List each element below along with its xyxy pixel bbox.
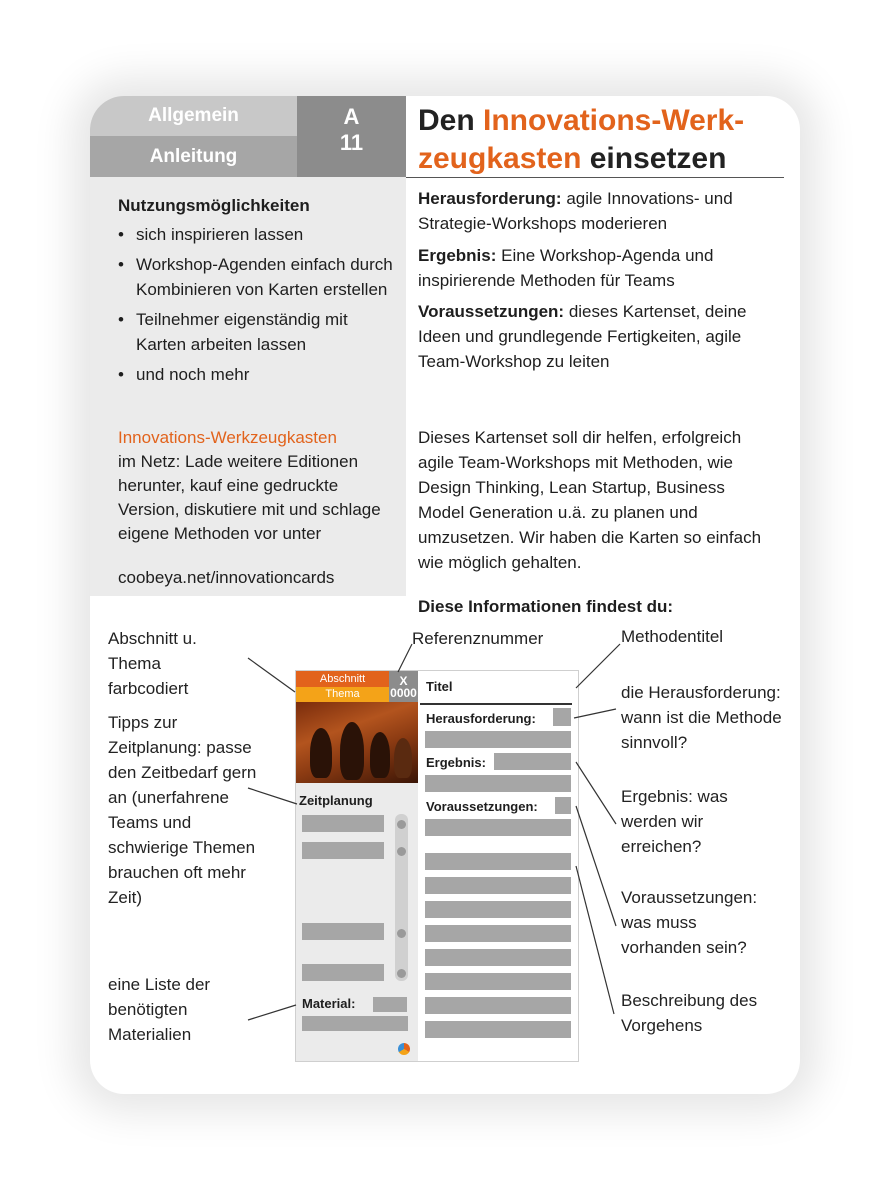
mini-placeholder-bar <box>425 853 571 870</box>
mini-timing-label: Zeitplanung <box>299 793 373 808</box>
description-paragraph: Dieses Kartenset soll dir helfen, erfolgreich agile Team-Workshops mit Methoden, wie Design Thinking, Lean Startup, Business Model Generation u.ä. zu planen und umzusetzen. Wir haben die Karten so einfach wie möglich gehalten. <box>418 428 762 572</box>
mini-placeholder-bar <box>425 819 571 836</box>
annotation-time-tips: Tipps zur Zeitplanung: passe den Zeitbedarf gern an (unerfahrene Teams und schwierige Themen brauchen oft mehr Zeit) <box>108 713 257 907</box>
mini-challenge-label: Herausforderung: <box>426 711 536 726</box>
info-heading: Diese Informationen findest du: <box>418 597 674 616</box>
mini-placeholder-bar <box>494 753 571 770</box>
mini-placeholder-bar <box>425 949 571 966</box>
mini-placeholder-bar <box>302 923 384 940</box>
mini-placeholder-bar <box>425 973 571 990</box>
mini-placeholder-bar <box>425 1021 571 1038</box>
mini-logo-icon <box>398 1043 410 1055</box>
title-accent: zeugkasten <box>418 142 582 175</box>
mini-workshop-photo <box>296 702 418 783</box>
uses-heading: Nutzungsmöglichkeiten <box>118 196 310 215</box>
title-accent: Innovations-Werk- <box>483 104 745 137</box>
annotation-challenge: die Herausforderung: wann ist die Methode sinnvoll? <box>621 683 782 752</box>
mini-prerequisites-label: Voraussetzungen: <box>426 799 538 814</box>
mini-material-label: Material: <box>302 996 356 1011</box>
online-info-text: im Netz: Lade weitere Editionen herunter, kauf eine gedruckte Version, diskutiere mit und schlage eigene Methoden vor unter <box>118 452 381 543</box>
mini-title: Titel <box>426 679 453 694</box>
mini-placeholder-bar <box>425 925 571 942</box>
annotation-materials: eine Liste der benötigten Materialien <box>108 975 211 1044</box>
annotation-section-color: Abschnitt u. Thema farbcodiert <box>108 629 197 698</box>
reference-letter: A <box>343 104 360 129</box>
mini-placeholder-bar <box>425 877 571 894</box>
uses-list <box>118 222 398 392</box>
list-item: • sich inspirieren lassen <box>118 222 398 247</box>
mini-section-tag: Abschnitt <box>296 671 389 687</box>
subcategory-tab: Anleitung <box>90 136 297 177</box>
mini-title-divider <box>420 703 572 705</box>
annotation-reference: Referenznummer <box>412 629 544 648</box>
mini-reference-number: X 0000 <box>389 671 418 702</box>
reference-number <box>297 96 406 177</box>
annotation-result: Ergebnis: was werden wir erreichen? <box>621 787 728 856</box>
annotation-procedure: Beschreibung des Vorgehens <box>621 991 758 1035</box>
mini-placeholder-bar <box>373 997 407 1012</box>
category-tab: Allgemein <box>90 96 297 136</box>
mini-timeline-track <box>395 814 408 981</box>
mini-placeholder-bar <box>425 731 571 748</box>
website-url[interactable]: coobeya.net/innovationcards <box>118 568 335 587</box>
card-title: Den Innovations-Werk- zeugkasten einsetzen <box>418 104 745 175</box>
mini-placeholder-bar <box>425 775 571 792</box>
mini-placeholder-bar <box>302 815 384 832</box>
mini-placeholder-bar <box>425 997 571 1014</box>
mini-result-label: Ergebnis: <box>426 755 486 770</box>
mini-placeholder-bar <box>302 842 384 859</box>
list-item: • Teilnehmer eigenständig mit Karten arbeiten lassen <box>118 307 398 357</box>
result-paragraph: Ergebnis: Eine Workshop-Agenda und inspirierende Methoden für Teams <box>418 246 714 290</box>
method-card <box>90 96 800 1094</box>
reference-digits: 11 <box>339 130 364 155</box>
mini-placeholder-bar <box>555 797 571 814</box>
mini-placeholder-bar <box>553 708 571 726</box>
challenge-paragraph: Herausforderung: agile Innovations- und Strategie-Workshops moderieren <box>418 189 733 233</box>
card-layout-illustration <box>295 670 579 1062</box>
annotation-prerequisites: Voraussetzungen: was muss vorhanden sein? <box>621 888 758 957</box>
mini-placeholder-bar <box>425 901 571 918</box>
list-item: • und noch mehr <box>118 362 398 387</box>
mini-theme-tag: Thema <box>296 687 389 702</box>
toolbox-link-label: Innovations-Werkzeugkasten <box>118 428 337 447</box>
title-divider <box>406 177 784 178</box>
list-item: • Workshop-Agenden einfach durch Kombinieren von Karten erstellen <box>118 252 398 302</box>
annotation-method-title: Methodentitel <box>621 627 724 646</box>
mini-placeholder-bar <box>302 964 384 981</box>
prerequisites-paragraph: Voraussetzungen: dieses Kartenset, deine Ideen und grundlegende Fertigkeiten, agile Team-Workshop zu leiten <box>418 302 747 371</box>
mini-placeholder-bar <box>302 1016 408 1031</box>
